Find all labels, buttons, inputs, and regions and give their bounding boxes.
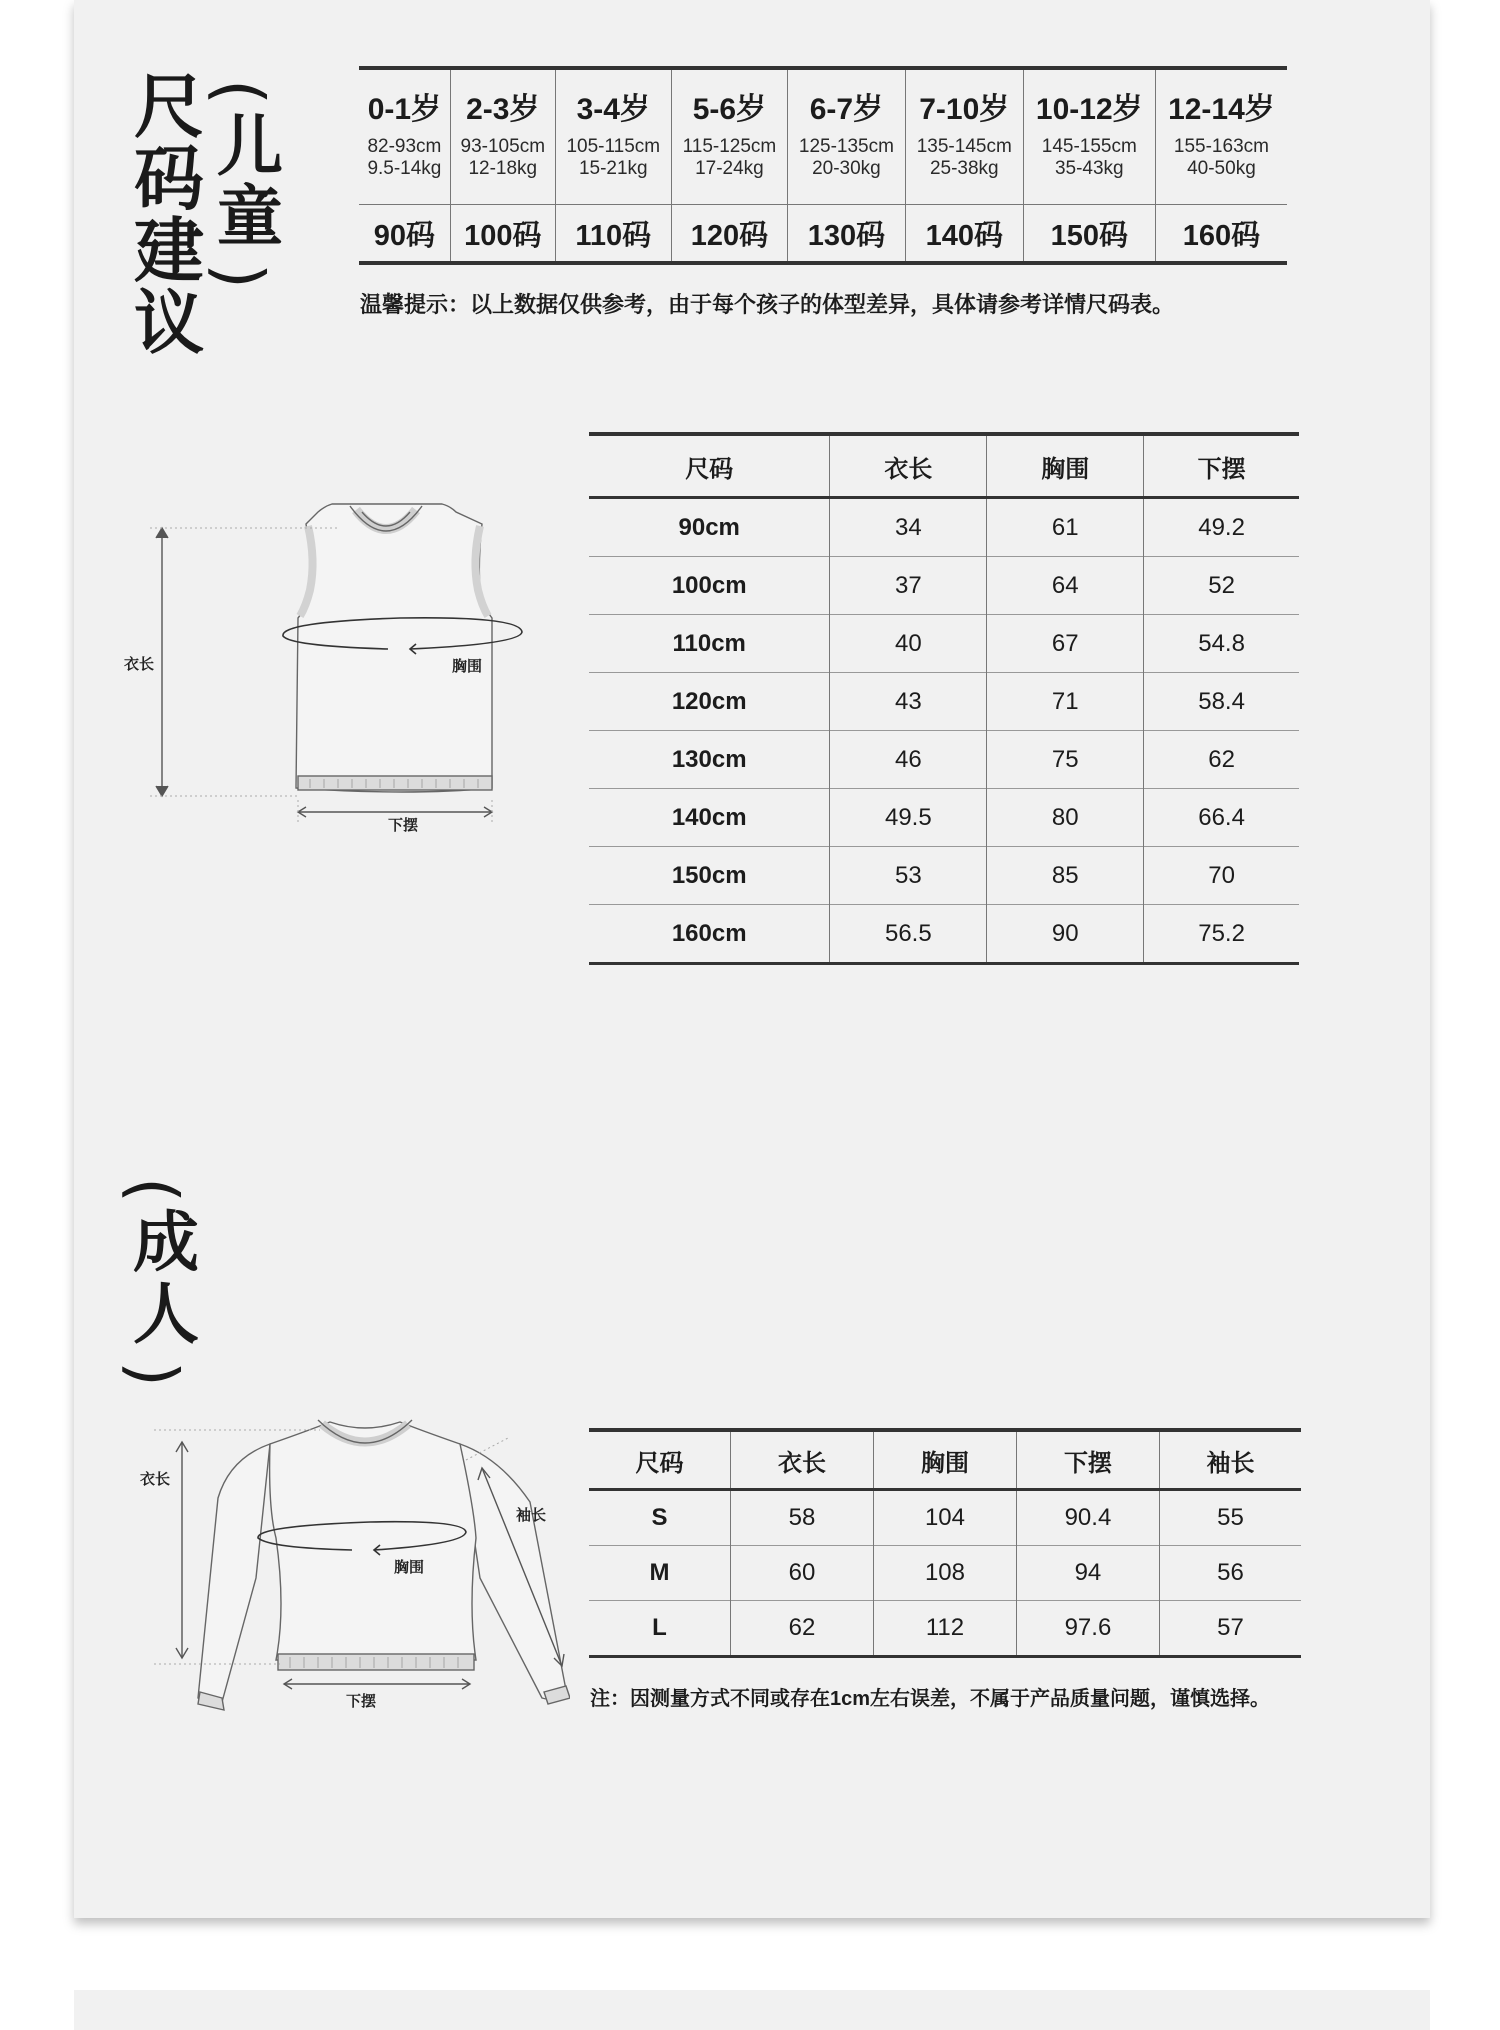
size-cell: S bbox=[589, 1490, 731, 1546]
table-row bbox=[589, 847, 1299, 905]
size-cell: 110cm bbox=[589, 615, 830, 673]
measure-row bbox=[359, 136, 1287, 205]
value-cell: 75.2 bbox=[1144, 905, 1299, 964]
size-cell: 90cm bbox=[589, 498, 830, 557]
title-char: 码 bbox=[134, 138, 204, 220]
size-cell: 140码 bbox=[905, 205, 1023, 264]
height-range: 115-125cm bbox=[682, 136, 777, 157]
hem-label: 下摆 bbox=[346, 1692, 377, 1710]
sweater-diagram bbox=[130, 1408, 570, 1728]
measure-cell bbox=[1155, 136, 1287, 205]
table-row bbox=[589, 905, 1299, 964]
table-header-row bbox=[589, 434, 1299, 498]
paren-open: ( bbox=[201, 79, 278, 105]
kids-size-table bbox=[589, 432, 1299, 965]
value-cell: 62 bbox=[1144, 731, 1299, 789]
chest-label: 胸围 bbox=[452, 657, 483, 675]
size-recommendation-table bbox=[359, 66, 1287, 265]
header-chest: 胸围 bbox=[873, 1430, 1016, 1490]
value-cell: 55 bbox=[1159, 1490, 1301, 1546]
age-cell: 12-14岁 bbox=[1155, 68, 1287, 136]
value-cell: 53 bbox=[830, 847, 987, 905]
value-cell: 54.8 bbox=[1144, 615, 1299, 673]
header-sleeve: 袖长 bbox=[1159, 1430, 1301, 1490]
size-cell: 130码 bbox=[787, 205, 905, 264]
title-char: 人 bbox=[133, 1276, 199, 1353]
header-size: 尺码 bbox=[589, 1430, 731, 1490]
size-cell: 150cm bbox=[589, 847, 830, 905]
age-cell: 3-4岁 bbox=[555, 68, 671, 136]
measure-cell bbox=[450, 136, 555, 205]
value-cell: 57 bbox=[1159, 1601, 1301, 1657]
value-cell: 37 bbox=[830, 557, 987, 615]
table-row bbox=[589, 1546, 1301, 1601]
height-range: 155-163cm bbox=[1173, 136, 1269, 157]
height-range: 125-135cm bbox=[798, 136, 894, 157]
paren-open: ( bbox=[115, 1177, 192, 1203]
length-label: 衣长 bbox=[140, 1470, 171, 1488]
title-char: 尺 bbox=[134, 66, 204, 148]
age-cell: 2-3岁 bbox=[450, 68, 555, 136]
value-cell: 56 bbox=[1159, 1546, 1301, 1601]
size-cell: 160cm bbox=[589, 905, 830, 964]
header-hem: 下摆 bbox=[1144, 434, 1299, 498]
height-range: 82-93cm bbox=[367, 136, 442, 157]
value-cell: 97.6 bbox=[1016, 1601, 1159, 1657]
weight-range: 35-43kg bbox=[1054, 158, 1124, 179]
header-chest: 胸围 bbox=[987, 434, 1144, 498]
adult-note: 注：因测量方式不同或存在1cm左右误差，不属于产品质量问题，谨慎选择。 bbox=[590, 1688, 1271, 1710]
header-hem: 下摆 bbox=[1016, 1430, 1159, 1490]
value-cell: 49.5 bbox=[830, 789, 987, 847]
value-cell: 46 bbox=[830, 731, 987, 789]
size-cell: 90码 bbox=[359, 205, 450, 264]
size-cell: 160码 bbox=[1155, 205, 1287, 264]
weight-range: 9.5-14kg bbox=[367, 158, 442, 179]
header-length: 衣长 bbox=[731, 1430, 874, 1490]
size-cell: 120码 bbox=[671, 205, 787, 264]
length-label: 衣长 bbox=[124, 655, 155, 673]
measure-cell bbox=[1023, 136, 1155, 205]
table-row bbox=[589, 673, 1299, 731]
table-row bbox=[589, 731, 1299, 789]
adult-title bbox=[115, 1170, 202, 1394]
value-cell: 60 bbox=[731, 1546, 874, 1601]
value-cell: 56.5 bbox=[830, 905, 987, 964]
age-cell: 0-1岁 bbox=[359, 68, 450, 136]
table-row bbox=[589, 557, 1299, 615]
measure-cell bbox=[359, 136, 450, 205]
value-cell: 34 bbox=[830, 498, 987, 557]
age-cell: 6-7岁 bbox=[787, 68, 905, 136]
size-cell: L bbox=[589, 1601, 731, 1657]
table-row bbox=[589, 789, 1299, 847]
value-cell: 49.2 bbox=[1144, 498, 1299, 557]
kids-title bbox=[134, 66, 204, 364]
header-size: 尺码 bbox=[589, 434, 830, 498]
subtitle-char: 儿 bbox=[217, 108, 283, 185]
sleeve-label: 袖长 bbox=[516, 1506, 547, 1524]
measure-cell bbox=[787, 136, 905, 205]
hem-label: 下摆 bbox=[388, 816, 419, 834]
vest-diagram bbox=[110, 490, 550, 850]
weight-range: 20-30kg bbox=[812, 158, 881, 179]
size-cell: 130cm bbox=[589, 731, 830, 789]
value-cell: 90.4 bbox=[1016, 1490, 1159, 1546]
value-cell: 71 bbox=[987, 673, 1144, 731]
title-char: 建 bbox=[134, 210, 204, 292]
height-range: 93-105cm bbox=[460, 136, 546, 157]
age-cell: 7-10岁 bbox=[905, 68, 1023, 136]
size-cell: M bbox=[589, 1546, 731, 1601]
value-cell: 104 bbox=[873, 1490, 1016, 1546]
size-cell: 120cm bbox=[589, 673, 830, 731]
weight-range: 12-18kg bbox=[468, 158, 538, 179]
value-cell: 58.4 bbox=[1144, 673, 1299, 731]
value-cell: 90 bbox=[987, 905, 1144, 964]
size-cell: 150码 bbox=[1023, 205, 1155, 264]
table-header-row bbox=[589, 1430, 1301, 1490]
value-cell: 43 bbox=[830, 673, 987, 731]
next-card bbox=[74, 1990, 1430, 2030]
value-cell: 67 bbox=[987, 615, 1144, 673]
adult-size-table bbox=[589, 1428, 1301, 1658]
kids-note: 温馨提示：以上数据仅供参考，由于每个孩子的体型差异，具体请参考详情尺码表。 bbox=[360, 292, 1175, 317]
kids-subtitle bbox=[201, 70, 286, 298]
value-cell: 66.4 bbox=[1144, 789, 1299, 847]
table-row bbox=[589, 498, 1299, 557]
age-row bbox=[359, 68, 1287, 136]
value-cell: 40 bbox=[830, 615, 987, 673]
age-cell: 10-12岁 bbox=[1023, 68, 1155, 136]
measure-cell bbox=[671, 136, 787, 205]
size-cell: 100cm bbox=[589, 557, 830, 615]
value-cell: 52 bbox=[1144, 557, 1299, 615]
table-row bbox=[589, 1601, 1301, 1657]
value-cell: 94 bbox=[1016, 1546, 1159, 1601]
weight-range: 15-21kg bbox=[578, 158, 648, 179]
value-cell: 112 bbox=[873, 1601, 1016, 1657]
table-row bbox=[589, 615, 1299, 673]
subtitle-char: 童 bbox=[217, 178, 283, 255]
value-cell: 80 bbox=[987, 789, 1144, 847]
size-cell: 110码 bbox=[555, 205, 671, 264]
size-cell: 100码 bbox=[450, 205, 555, 264]
measure-cell bbox=[905, 136, 1023, 205]
weight-range: 17-24kg bbox=[695, 158, 764, 179]
value-cell: 108 bbox=[873, 1546, 1016, 1601]
value-cell: 75 bbox=[987, 731, 1144, 789]
size-row bbox=[359, 205, 1287, 264]
height-range: 135-145cm bbox=[916, 136, 1012, 157]
title-char: 议 bbox=[134, 282, 204, 364]
age-cell: 5-6岁 bbox=[671, 68, 787, 136]
chest-label: 胸围 bbox=[394, 1558, 425, 1576]
table-row bbox=[589, 1490, 1301, 1546]
weight-range: 40-50kg bbox=[1187, 158, 1256, 179]
header-length: 衣长 bbox=[830, 434, 987, 498]
weight-range: 25-38kg bbox=[929, 158, 999, 179]
value-cell: 62 bbox=[731, 1601, 874, 1657]
value-cell: 58 bbox=[731, 1490, 874, 1546]
value-cell: 61 bbox=[987, 498, 1144, 557]
paren-close: ) bbox=[115, 1361, 192, 1387]
measure-cell bbox=[555, 136, 671, 205]
size-cell: 140cm bbox=[589, 789, 830, 847]
value-cell: 70 bbox=[1144, 847, 1299, 905]
value-cell: 85 bbox=[987, 847, 1144, 905]
height-range: 145-155cm bbox=[1041, 136, 1137, 157]
value-cell: 64 bbox=[987, 557, 1144, 615]
height-range: 105-115cm bbox=[566, 136, 661, 157]
title-char: 成 bbox=[133, 1204, 199, 1281]
paren-close: ) bbox=[201, 263, 278, 289]
